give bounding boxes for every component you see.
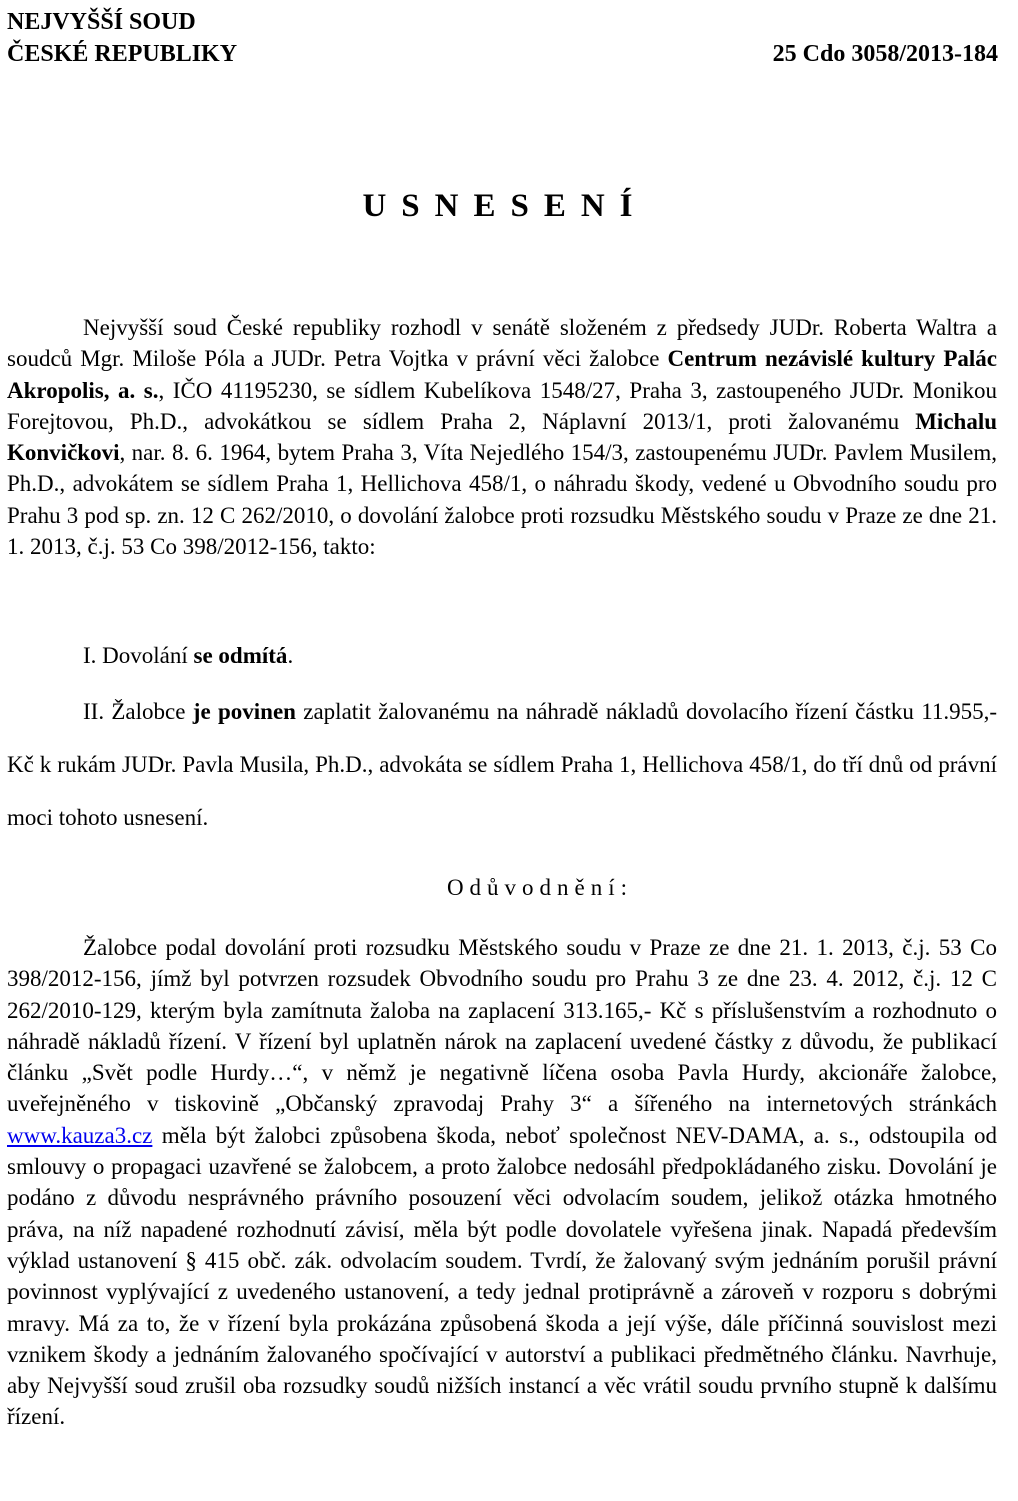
plaintiff-name: Centrum nezávislé kultury Palác Akropolis, a. s. [7,346,997,403]
court-name-line-1: NEJVYŠŠÍ SOUD [7,9,196,35]
intro-paragraph [7,312,997,562]
reasoning-heading: Odůvodnění: [446,875,634,900]
verdict-item-1-prefix: I. Dovolání [83,643,194,668]
verdict-item-2-prefix: II. Žalobce [83,699,193,724]
reasoning-paragraph [7,932,997,1433]
court-name [7,6,237,70]
document-title: USNESENÍ [362,188,648,224]
verdict-item-2-suffix: zaplatit žalovanému na náhradě nákladů dovolacího řízení částku 11.955,- Kč k rukám JUDr. Pavla Musila, Ph.D., advokáta se sídlem Praha 1, Hellichova 458/1, do tří dnů od právní moci tohoto usnesení. [7,699,998,830]
intro-text-2: , IČO 41195230, se sídlem Kubelíkova 1548/27, Praha 3, zastoupeného JUDr. Monikou Forejtovou, Ph.D., advokátkou se sídlem Praha 2, Náplavní 2013/1, proti žalovanému [7,377,998,434]
defendant-name: Michalu Konvičkovi [7,408,997,466]
intro-text-1: Nejvyšší soud České republiky rozhodl v senátě složeném z předsedy JUDr. Roberta Waltra a soudců Mgr. Miloše Póla a JUDr. Petra Vojtka v právní věci žalobce [7,315,997,372]
court-name-line-2: ČESKÉ REPUBLIKY [7,41,238,67]
verdict-item-2-bold: je povinen [192,699,296,724]
verdict-item-1-bold: se odmítá [193,643,288,668]
reasoning-text-1: Žalobce podal dovolání proti rozsudku Městského soudu v Praze ze dne 21. 1. 2013, č.j. 53 Co 398/2012-156, jímž byl potvrzen rozsudek Obvodního soudu pro Prahu 3 ze dne 23. 4. 2012, č.j. 12 C 262/2010-129, kterým byla zamítnuta žaloba na zaplacení 313.165,- Kč s příslušenstvím a rozhodnuto o náhradě nákladů řízení. V řízení byl uplatněn nárok na zaplacení uvedené částky z důvodu, že publikací článku „Svět podle Hurdy…“, v němž je negativně líčena osoba Pavla Hurdy, akcionáře žalobce, uveřejněného v tiskovině „Občanský zpravodaj Prahy 3“ a šířeného na internetových stránkách [7,935,997,1117]
case-number: 25 Cdo 3058/2013-184 [772,41,998,67]
reasoning-text-2: měla být žalobci způsobena škoda, neboť společnost NEV-DAMA, a. s., odstoupila od smlouvy o propagaci uzavřené se žalobcem, a proto žalobce nedosáhl předpokládaného zisku. Dovolání je podáno z důvodu nesprávného právního posouzení věci odvolacím soudem, jelikož otázka hmotného práva, na níž napadené rozhodnutí závisí, měla být podle dovolatele vyřešena jinak. Napadá především výklad ustanovení § 415 obč. zák. odvolacím soudem. Tvrdí, že žalovaný svým jednáním porušil právní povinnost vyplývající z uvedeného ustanovení, a tedy jednal protiprávně a zároveň v rozporu s dobrými mravy. Má za to, že v řízení byla prokázána způsobená škoda a její výše, dále příčinná souvislost mezi vznikem škody a jednáním žalovaného spočívající v autorství a publikaci předmětného článku. Navrhuje, aby Nejvyšší soud zrušil oba rozsudky soudů nižších instancí a věc vrátil soudu prvního stupně k dalšímu řízení. [7,1122,997,1430]
verdict-item-2 [7,685,997,844]
intro-text-3: , nar. 8. 6. 1964, bytem Praha 3, Víta Nejedlého 154/3, zastoupenému JUDr. Pavlem Musilem, Ph.D., advokátem se sídlem Praha 1, Hellichova 458/1, o náhradu škody, vedené u Obvodního soudu pro Prahu 3 pod sp. zn. 12 C 262/2010, o dovolání žalobce proti rozsudku Městského soudu v Praze ze dne 21. 1. 2013, č.j. 53 Co 398/2012-156, takto: [7,440,997,560]
kauza3-link[interactable]: www.kauza3.cz [7,1122,153,1148]
verdict-item-1-suffix: . [287,643,294,668]
verdict-item-1 [7,640,997,671]
